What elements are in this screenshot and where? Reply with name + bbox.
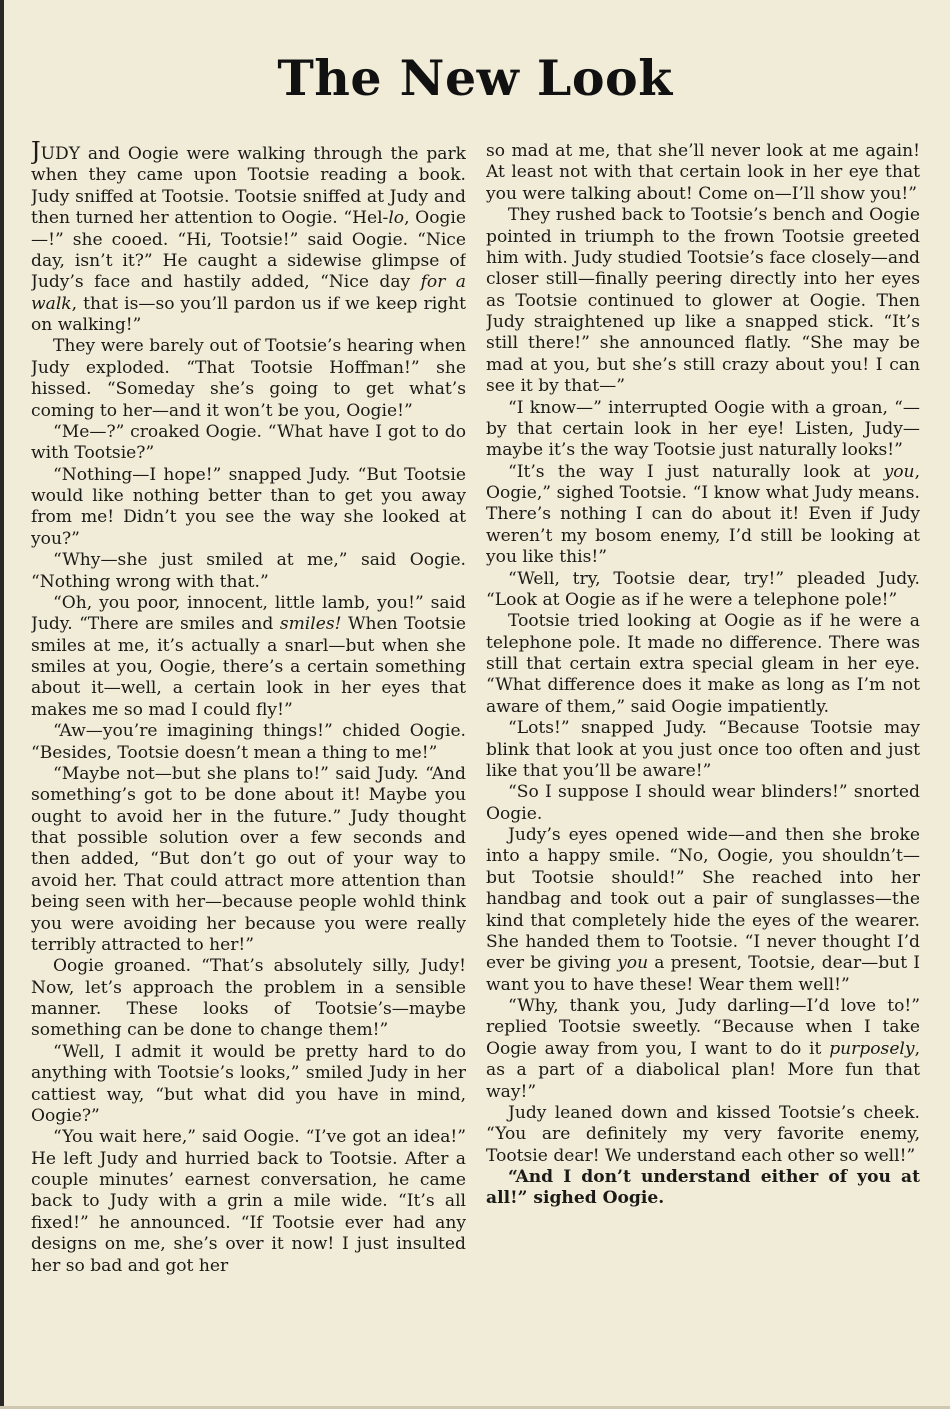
text-run: “And I don’t understand either of you at all!” sighed Oogie. [486,1167,920,1209]
text-run: and Oogie were walking through the park when they came upon Tootsie reading a book. Judy sniffed at Tootsie. Tootsie sniffed at Judy and then turned her attention to Oogie. “Hel- [31,144,466,229]
paragraph [31,550,466,593]
paragraph [31,956,466,1042]
text-run: “Why—she just smiled at me,” said Oogie. “Nothing wrong with that.” [31,550,466,592]
text-run: purposely [829,1038,915,1059]
paragraph [486,205,920,397]
text-run: , as a part of a diabolical plan! More fun that way!” [486,1038,920,1102]
text-run: “Well, I admit it would be pretty hard to do anything with Tootsie’s looks,” smiled Judy in her cattiest way, “but what did you have in mind, Oogie?” [31,1041,466,1126]
paragraph [486,996,920,1103]
paragraph [486,782,920,825]
text-run: “Why, thank you, Judy darling—I’d love to!” replied Tootsie sweetly. “Because when I take Oogie away from you, I want to do it [486,996,920,1059]
text-run: “Nothing—I hope!” snapped Judy. “But Tootsie would like nothing better than to get you away from me! Didn’t you see the way she looked at you?” [31,464,466,549]
text-run: Judy leaned down and kissed Tootsie’s cheek. “You are definitely my very favorite enemy, Tootsie dear! We understand each other so well!” [486,1102,920,1166]
text-run: They rushed back to Tootsie’s bench and Oogie pointed in triumph to the frown Tootsie greeted him with. Judy studied Tootsie’s face closely—and closer still—finally peering directly into her eyes as Tootsie continued to glower at Oogie. Then Judy straightened up like a snapped stick. “It’s still there!” she announced flatly. “She may be mad at you, but she’s still crazy about you! I can see it by that—” [486,205,920,397]
paragraph [31,336,466,422]
text-run: Judy’s eyes opened wide—and then she broke into a happy smile. “No, Oogie, you shouldn’t—but Tootsie should!” She reached into her handbag and took out a pair of sunglasses—the kind that completely hide the eyes of the wearer. She handed them to Tootsie. “I never thought I’d ever be giving [486,825,920,974]
paragraph [486,569,920,612]
text-run: so mad at me, that she’ll never look at me again! At least not with that certain look in her eye that you were talking about! Come on—I’ll show you!” [486,141,920,204]
paragraph [31,465,466,551]
right-column [486,141,920,1369]
paragraph [31,721,466,764]
paragraph [486,462,920,569]
text-run: you [617,953,649,974]
paragraph [486,1167,920,1210]
text-run: “It’s the way I just naturally look at [508,461,884,482]
paragraph [31,1127,466,1277]
text-run: Oogie groaned. “That’s absolutely silly, Judy! Now, let’s approach the problem in a sensible manner. These looks of Tootsie’s—maybe something can be done to change them!” [31,956,466,1041]
text-run: , Oogie,” sighed Tootsie. “I know what Judy means. There’s nothing I can do about it! Even if Judy weren’t my bosom enemy, I’d still be looking at you like this!” [486,461,920,568]
text-run: They were barely out of Tootsie’s hearing when Judy exploded. “That Tootsie Hoffman!” she hissed. “Someday she’s going to get what’s coming to her—and it won’t be you, Oogie!” [31,336,466,421]
paragraph [486,825,920,996]
paragraph [486,611,920,718]
left-column [31,141,466,1369]
story-title: The New Look [277,49,673,107]
text-run: “Oh, you poor, innocent, little lamb, you!” said Judy. “There are smiles and [31,592,466,635]
text-run: “Aw—you’re imagining things!” chided Oogie. “Besides, Tootsie doesn’t mean a thing to me!” [31,721,466,763]
text-run: When Tootsie smiles at me, it’s actually a snarl—but when she smiles at you, Oogie, there’s a certain something about it—well, a certain look in her eyes that makes me so mad I could fly!” [31,614,466,720]
page-edge [0,0,4,1409]
paragraph [31,593,466,721]
paragraph [486,141,920,205]
text-run: “Well, try, Tootsie dear, try!” pleaded Judy. “Look at Oogie as if he were a telephone pole!” [486,568,920,610]
text-run: for a walk [31,272,466,314]
paragraph [486,398,920,462]
text-run: Tootsie tried looking at Oogie as if he were a telephone pole. It made no difference. There was still that certain extra special gleam in her eye. “What difference does it make as long as I’m not aware of them,” said Oogie impatiently. [486,611,920,717]
text-run: “So I suppose I should wear blinders!” snorted Oogie. [486,782,920,824]
paragraph [31,422,466,465]
paragraph [486,1103,920,1167]
paragraph [31,1042,466,1128]
text-run: lo [388,208,405,229]
text-run: you [883,461,915,482]
paragraph [31,764,466,956]
text-run: “Lots!” snapped Judy. “Because Tootsie may blink that look at you just once too often and just like that you’ll be aware!” [486,718,920,781]
paragraph [486,718,920,782]
text-run: “Maybe not—but she plans to!” said Judy. “And something’s got to be done about it! Maybe you ought to avoid her in the future.” Judy thought that possible solution over a few seconds and then added, “But don’t go out of your way to avoid her. That could attract more attention than being seen with her—because people wohld think you were avoiding her because you were really terribly attracted to her!” [31,763,466,955]
opening-word: JUDY [31,141,81,165]
paragraph [31,141,466,336]
text-run: , that is—so you’ll pardon us if we keep right on walking!” [31,293,466,335]
text-run: “You wait here,” said Oogie. “I’ve got an idea!” He left Judy and hurried back to Tootsie. After a couple minutes’ earnest conversation, he came back to Judy with a grin a mile wide. “It’s all fixed!” he announced. “If Tootsie ever had any designs on me, she’s over it now! I just insulted her so bad and got her [31,1127,466,1276]
text-run: “Me—?” croaked Oogie. “What have I got to do with Tootsie?” [31,421,466,464]
text-run: a present, Tootsie, dear—but I want you to have these! Wear them well!” [486,953,920,995]
text-run: , Oogie—!” she cooed. “Hi, Tootsie!” said Oogie. “Nice day, isn’t it?” He caught a sidewise glimpse of Judy’s face and hastily added, “Nice day [31,208,466,293]
text-run: smiles! [279,614,342,635]
text-run: “I know—” interrupted Oogie with a groan, “—by that certain look in her eye! Listen, Judy—maybe it’s the way Tootsie just naturally looks!” [486,397,920,461]
